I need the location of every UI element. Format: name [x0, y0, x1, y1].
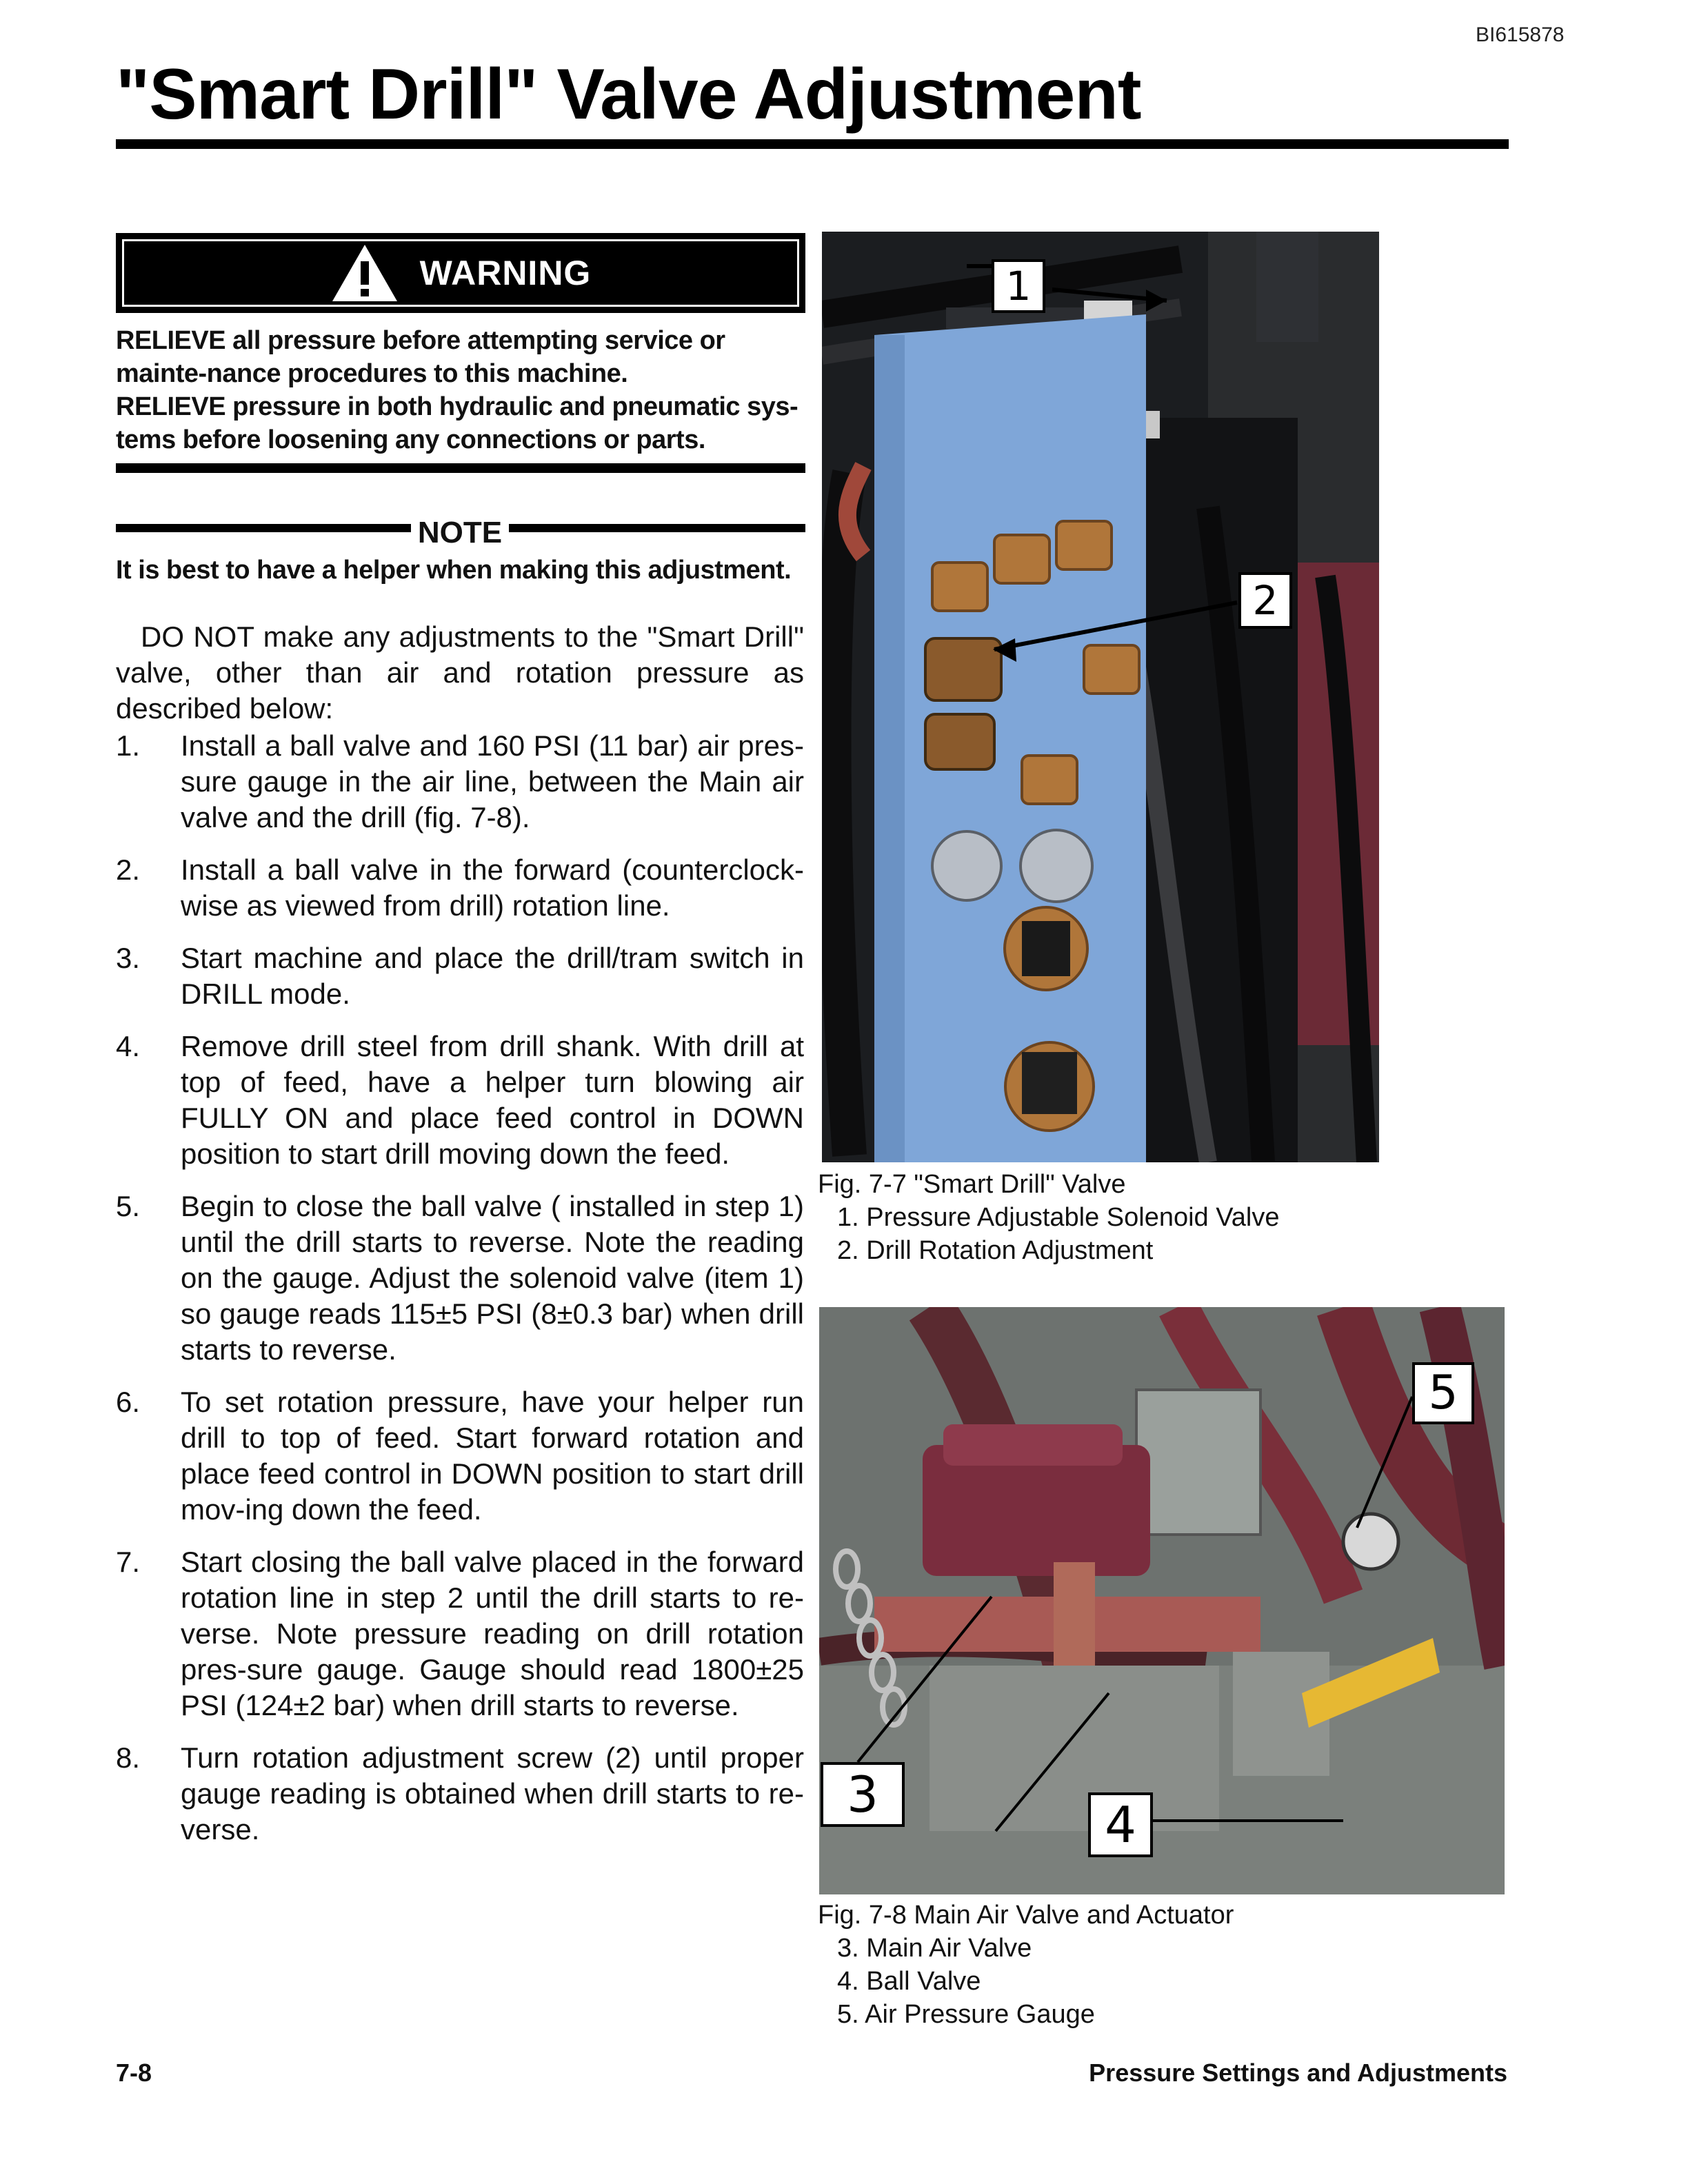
step-text: Install a ball valve and 160 PSI (11 bar) air pres-sure gauge in the air line, between the Main air valve and the drill (fig. 7-8).	[181, 729, 804, 833]
callout-4: 4	[1088, 1792, 1153, 1857]
step-item	[116, 728, 804, 836]
step-text: Start closing the ball valve placed in the forward rotation line in step 2 until the drill starts to re-verse. Note pressure reading on drill rotation pres-sure gauge. Gauge should read 1800±25 PSI (124±2 bar) when drill starts to reverse.	[181, 1546, 804, 1721]
intro-paragraph: DO NOT make any adjustments to the "Smart Drill" valve, other than air and rotation pressure as described below:	[116, 620, 804, 725]
figure-7-7-caption	[818, 1168, 1279, 1267]
warning-line-2: RELIEVE pressure in both hydraulic and pneumatic sys-tems before loosening any connections or parts.	[116, 392, 798, 454]
page-title: "Smart Drill" Valve Adjustment	[116, 54, 1141, 134]
callout-5: 5	[1412, 1362, 1474, 1424]
legend-item: 4. Ball Valve	[837, 1967, 981, 1996]
step-text: Remove drill steel from drill shank. With drill at top of feed, have a helper turn blowing air FULLY ON and place feed control in DOWN position to start drill moving down the feed.	[181, 1030, 804, 1170]
step-number: 2.	[116, 853, 141, 886]
warning-line-1: RELIEVE all pressure before attempting service or mainte-nance procedures to this machine.	[116, 326, 725, 388]
legend-item: 5. Air Pressure Gauge	[837, 2000, 1095, 2029]
step-number: 3.	[116, 942, 141, 974]
callout-2: 2	[1238, 572, 1292, 629]
warning-icon	[330, 242, 399, 304]
warning-label: WARNING	[419, 254, 592, 292]
main-air-valve-illustration	[819, 1307, 1505, 1894]
step-text: Install a ball valve in the forward (counterclock-wise as viewed from drill) rotation line.	[181, 853, 804, 922]
legend-item: 1. Pressure Adjustable Solenoid Valve	[837, 1203, 1280, 1232]
smart-drill-valve-illustration	[822, 232, 1379, 1162]
step-text: To set rotation pressure, have your helper run drill to top of feed. Start forward rotation and place feed control in DOWN position to start drill mov-ing down the feed.	[181, 1386, 804, 1526]
warning-text	[116, 324, 805, 456]
procedure-steps	[116, 728, 804, 1864]
note-rule-right	[509, 524, 805, 532]
main-air-valve-photo	[819, 1307, 1505, 1894]
note-label: NOTE	[417, 516, 503, 549]
figure-title: Fig. 7-8 Main Air Valve and Actuator	[818, 1901, 1234, 1930]
step-number: 7.	[116, 1546, 141, 1578]
note-text: It is best to have a helper when making this adjustment.	[116, 556, 792, 585]
section-footer: Pressure Settings and Adjustments	[1089, 2059, 1507, 2087]
document-id: BI615878	[1476, 23, 1565, 46]
warning-banner	[116, 233, 805, 313]
step-text: Turn rotation adjustment screw (2) until proper gauge reading is obtained when drill starts to re-verse.	[181, 1741, 804, 1846]
step-item	[116, 1740, 804, 1848]
legend-item: 2. Drill Rotation Adjustment	[837, 1236, 1154, 1265]
note-rule-left	[116, 524, 411, 532]
step-text: Begin to close the ball valve ( installed in step 1) until the drill starts to reverse. Note the reading on the gauge. Adjust the solenoid valve (item 1) so gauge reads 115±5 PSI (8±0.3 bar) when drill starts to reverse.	[181, 1190, 804, 1366]
step-item	[116, 1189, 804, 1368]
page-number: 7-8	[116, 2059, 152, 2087]
callout-3: 3	[821, 1762, 905, 1827]
step-number: 4.	[116, 1030, 141, 1062]
step-item	[116, 852, 804, 924]
callout-1: 1	[992, 259, 1045, 313]
step-item	[116, 940, 804, 1012]
step-item	[116, 1029, 804, 1172]
step-number: 1.	[116, 729, 141, 762]
warning-divider	[116, 463, 805, 473]
step-number: 6.	[116, 1386, 141, 1418]
figure-title: Fig. 7-7 "Smart Drill" Valve	[818, 1170, 1126, 1199]
legend-item: 3. Main Air Valve	[837, 1934, 1032, 1963]
step-item	[116, 1544, 804, 1723]
step-text: Start machine and place the drill/tram switch in DRILL mode.	[181, 942, 804, 1010]
figure-7-8-caption	[818, 1899, 1234, 2031]
title-divider	[116, 139, 1509, 149]
step-number: 8.	[116, 1741, 141, 1774]
smart-drill-valve-photo	[822, 232, 1379, 1162]
step-item	[116, 1384, 804, 1528]
step-number: 5.	[116, 1190, 141, 1222]
